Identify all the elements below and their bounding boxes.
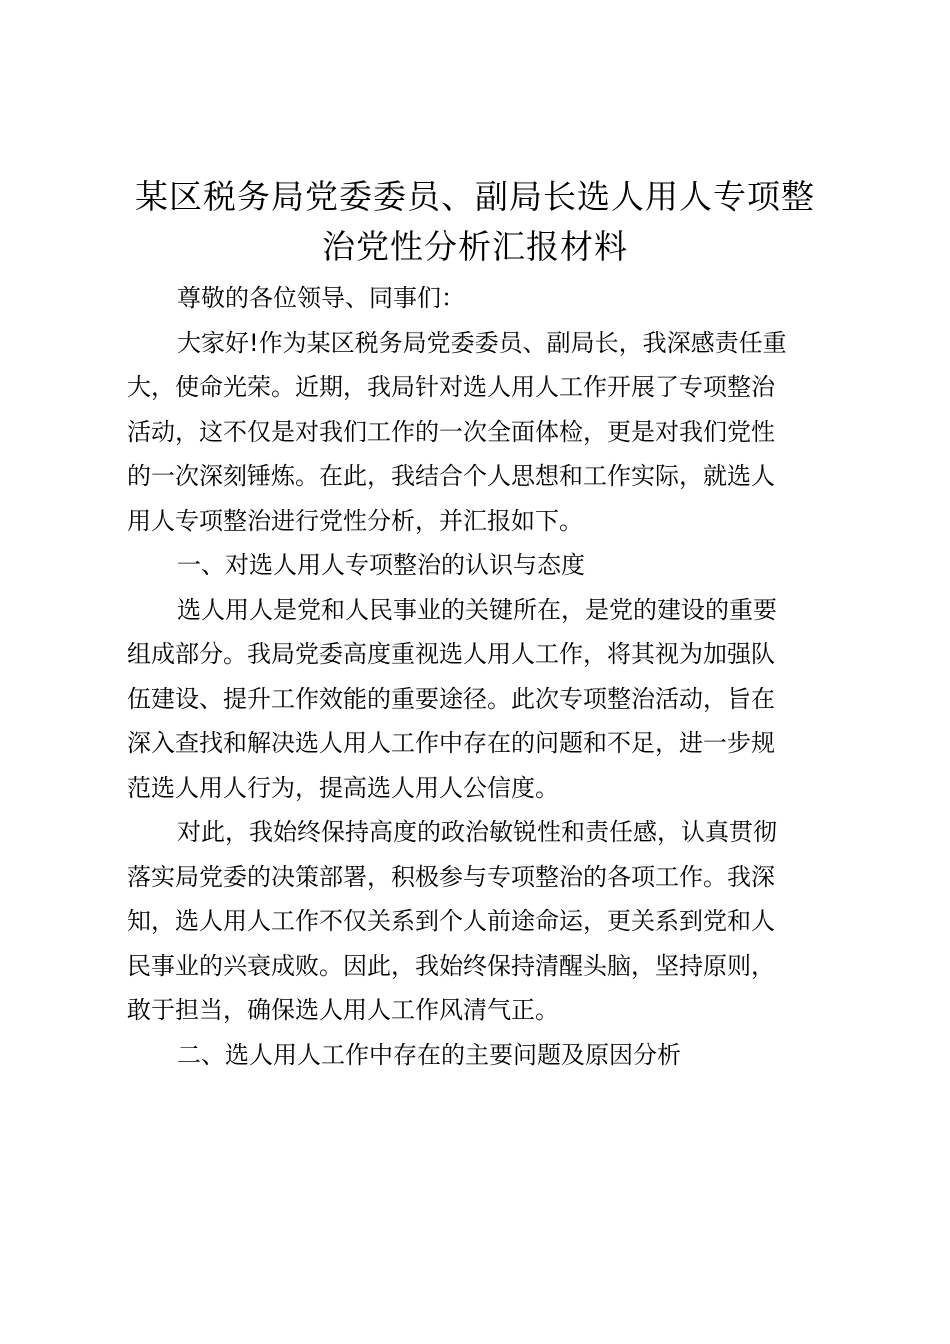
paragraph-3-line-4: 民事业的兴衰成败。因此，我始终保持清醒头脑，坚持原则， bbox=[127, 951, 775, 980]
paragraph-2-line-2: 组成部分。我局党委高度重视选人用人工作，将其视为加强队 bbox=[127, 640, 775, 668]
paragraph-1-line-2: 大，使命光荣。近期，我局针对选人用人工作开展了专项整治 bbox=[127, 373, 775, 401]
paragraph-2-line-1: 选人用人是党和人民事业的关键所在，是党的建设的重要 bbox=[177, 595, 777, 624]
paragraph-2-line-5: 范选人用人行为，提高选人用人公信度。 bbox=[127, 773, 559, 802]
document-body bbox=[127, 276, 827, 1077]
salutation: 尊敬的各位领导、同事们： bbox=[177, 284, 465, 312]
paragraph-1-line-3: 活动，这不仅是对我们工作的一次全面体检，更是对我们党性 bbox=[127, 417, 775, 446]
paragraph-1-line-5: 用人专项整治进行党性分析，并汇报如下。 bbox=[127, 506, 583, 535]
paragraph-1-line-1: 大家好!作为某区税务局党委委员、副局长，我深感责任重 bbox=[177, 328, 787, 357]
paragraph-3-line-2: 落实局党委的决策部署，积极参与专项整治的各项工作。我深 bbox=[127, 862, 775, 891]
paragraph-2-line-4: 深入查找和解决选人用人工作中存在的问题和不足，进一步规 bbox=[127, 729, 775, 757]
paragraph-2-line-3: 伍建设、提升工作效能的重要途径。此次专项整治活动，旨在 bbox=[127, 684, 775, 713]
paragraph-3-line-3: 知，选人用人工作不仅关系到个人前途命运，更关系到党和人 bbox=[127, 907, 775, 935]
title-line-2: 治党性分析汇报材料 bbox=[322, 227, 628, 266]
section-heading-2: 二、选人用人工作中存在的主要问题及原因分析 bbox=[177, 1040, 681, 1069]
paragraph-3-line-5: 敢于担当，确保选人用人工作风清气正。 bbox=[127, 996, 559, 1024]
title-line-1: 某区税务局党委委员、副局长选人用人专项整 bbox=[135, 177, 815, 216]
section-heading-1: 一、对选人用人专项整治的认识与态度 bbox=[177, 551, 585, 579]
paragraph-1-line-4: 的一次深刻锤炼。在此，我结合个人思想和工作实际，就选人 bbox=[127, 462, 775, 490]
document-title bbox=[120, 172, 830, 272]
paragraph-3-line-1: 对此，我始终保持高度的政治敏锐性和责任感，认真贯彻 bbox=[177, 818, 777, 846]
